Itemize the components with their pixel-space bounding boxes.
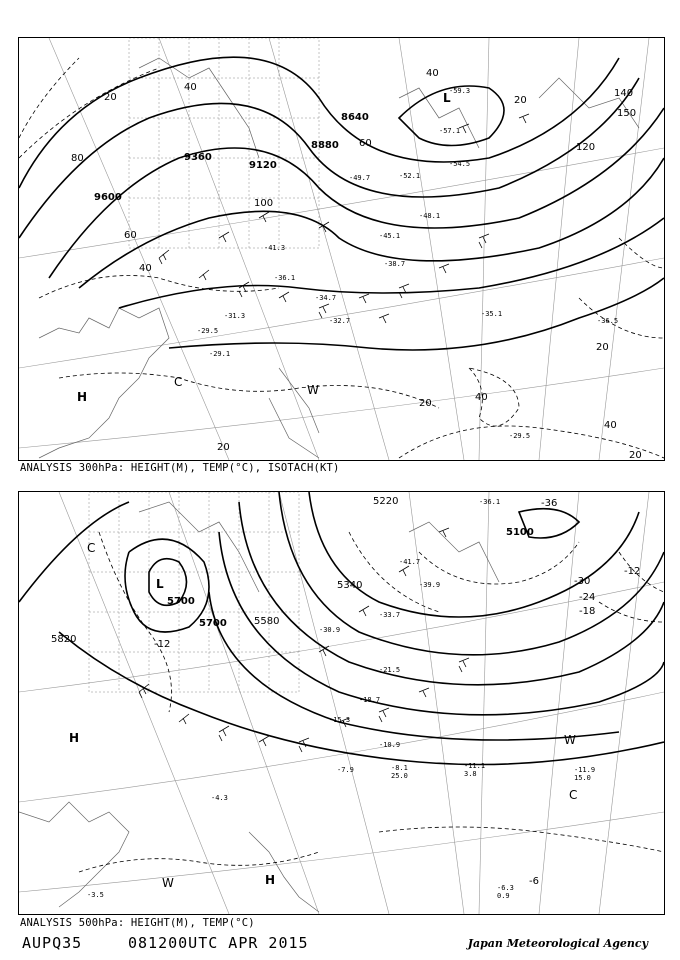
analysis-500hpa-map [18, 491, 665, 915]
station-value: 25.0 [391, 772, 408, 780]
station-value: -39.9 [419, 581, 441, 589]
warm-center-marker-2: W [564, 733, 576, 747]
height-label-5340: 5340 [337, 580, 363, 591]
height-label-9600: 9600 [94, 192, 122, 203]
temp-label: -57.1 [439, 127, 461, 135]
station-value: -21.5 [379, 666, 401, 674]
station-value: -11.9 [574, 766, 596, 774]
cold-center-marker: C [174, 375, 183, 389]
isotherm-label: -36 [541, 498, 558, 509]
height-label-8640: 8640 [341, 112, 369, 123]
station-value: -18.7 [359, 696, 381, 704]
grid-box [129, 38, 319, 248]
station-value: -3.5 [87, 891, 104, 899]
height-label-5820: 5820 [51, 634, 77, 645]
temp-label: -54.5 [449, 160, 471, 168]
map-500hpa-svg [19, 492, 664, 914]
isotach-label: 150 [617, 108, 637, 119]
high-center-marker: H [77, 390, 88, 404]
cold-center-marker-2: C [569, 788, 578, 802]
isotach-label: 20 [596, 342, 609, 353]
height-label-5100: 5100 [506, 527, 534, 538]
warm-center-marker: W [307, 383, 319, 397]
height-label-9120: 9120 [249, 160, 277, 171]
isotach-label: 20 [217, 442, 230, 453]
high-center-marker: H [69, 731, 80, 745]
isotach-label: 40 [139, 263, 152, 274]
temp-label: -29.5 [509, 432, 531, 440]
isotach-label-group [71, 68, 642, 460]
isotherm-label: -6 [529, 876, 539, 887]
station-value: -11.1 [464, 762, 486, 770]
station-value: -6.3 [497, 884, 514, 892]
height-label-9360: 9360 [184, 152, 212, 163]
isotach-label: 40 [604, 420, 617, 431]
temp-label: -49.7 [349, 174, 371, 182]
isotach-label: 100 [254, 198, 274, 209]
station-value: -4.3 [211, 794, 228, 802]
isotach-label: 20 [514, 95, 527, 106]
isotach-label: 20 [629, 450, 642, 460]
station-value: -33.7 [379, 611, 401, 619]
temp-label: -31.3 [224, 312, 246, 320]
agency-credit: Japan Meteorological Agency [467, 937, 648, 950]
cold-center-marker: C [87, 541, 96, 555]
map-300hpa-svg [19, 38, 664, 460]
isotach-label: 40 [426, 68, 439, 79]
analysis-time: 081200UTC APR 2015 [128, 934, 309, 952]
isotherm-label: -18 [579, 606, 596, 617]
temp-label: -41.3 [264, 244, 286, 252]
height-label-8880: 8880 [311, 140, 339, 151]
temp-label: -38.7 [384, 260, 406, 268]
coastline [19, 502, 499, 912]
temp-label: -35.1 [481, 310, 503, 318]
low-center-marker: L [443, 91, 451, 105]
isotach-label: 60 [359, 138, 372, 149]
isotherm-label: -30 [574, 576, 591, 587]
height-label-5700-b: 5700 [199, 618, 227, 629]
station-value: -36.1 [479, 498, 501, 506]
isotach-label: 20 [104, 92, 117, 103]
station-value: -15.3 [329, 716, 351, 724]
station-value: 15.0 [574, 774, 591, 782]
height-label-5700: 5700 [167, 596, 195, 607]
temp-label: -29.5 [197, 327, 219, 335]
isotach-label: 40 [475, 392, 488, 403]
station-value: 0.9 [497, 892, 510, 900]
station-value: -41.7 [399, 558, 421, 566]
station-value: 3.8 [464, 770, 477, 778]
temp-label: -36.1 [274, 274, 296, 282]
temp-label: -36.5 [597, 317, 619, 325]
temp-label: -59.3 [449, 87, 471, 95]
temp-label: -52.1 [399, 172, 421, 180]
temp-label: -29.1 [209, 350, 231, 358]
isotach-label: 120 [576, 142, 596, 153]
isotherm-label: -12 [154, 639, 171, 650]
temperature-label-group [197, 87, 618, 440]
temp-label: -45.1 [379, 232, 401, 240]
height-label-group [94, 112, 369, 203]
caption-500hpa: ANALYSIS 500hPa: HEIGHT(M), TEMP(°C) [20, 917, 255, 929]
station-value: -10.9 [379, 741, 401, 749]
isotherm-label: -24 [579, 592, 596, 603]
caption-300hpa: ANALYSIS 300hPa: HEIGHT(M), TEMP(°C), ISOTACH(KT) [20, 462, 340, 474]
chart-code: AUPQ35 [22, 934, 83, 952]
height-label-5580: 5580 [254, 616, 280, 627]
isotach-label: 140 [614, 88, 634, 99]
isotach-label: 20 [419, 398, 432, 409]
isotach-label: 60 [124, 230, 137, 241]
low-center-marker: L [156, 577, 164, 591]
temp-label: -34.7 [315, 294, 337, 302]
station-value: -7.9 [337, 766, 354, 774]
height-label-5220: 5220 [373, 496, 399, 507]
temp-label: -48.1 [419, 212, 441, 220]
isotach-label: 40 [184, 82, 197, 93]
analysis-300hpa-map [18, 37, 665, 461]
station-value: -8.1 [391, 764, 408, 772]
warm-center-marker: W [162, 876, 174, 890]
station-value: -30.9 [319, 626, 341, 634]
isotherm-label: -12 [624, 566, 641, 577]
temp-label: -32.7 [329, 317, 351, 325]
isotach-label: 80 [71, 153, 84, 164]
high-center-marker-2: H [265, 873, 276, 887]
graticule [19, 492, 664, 914]
